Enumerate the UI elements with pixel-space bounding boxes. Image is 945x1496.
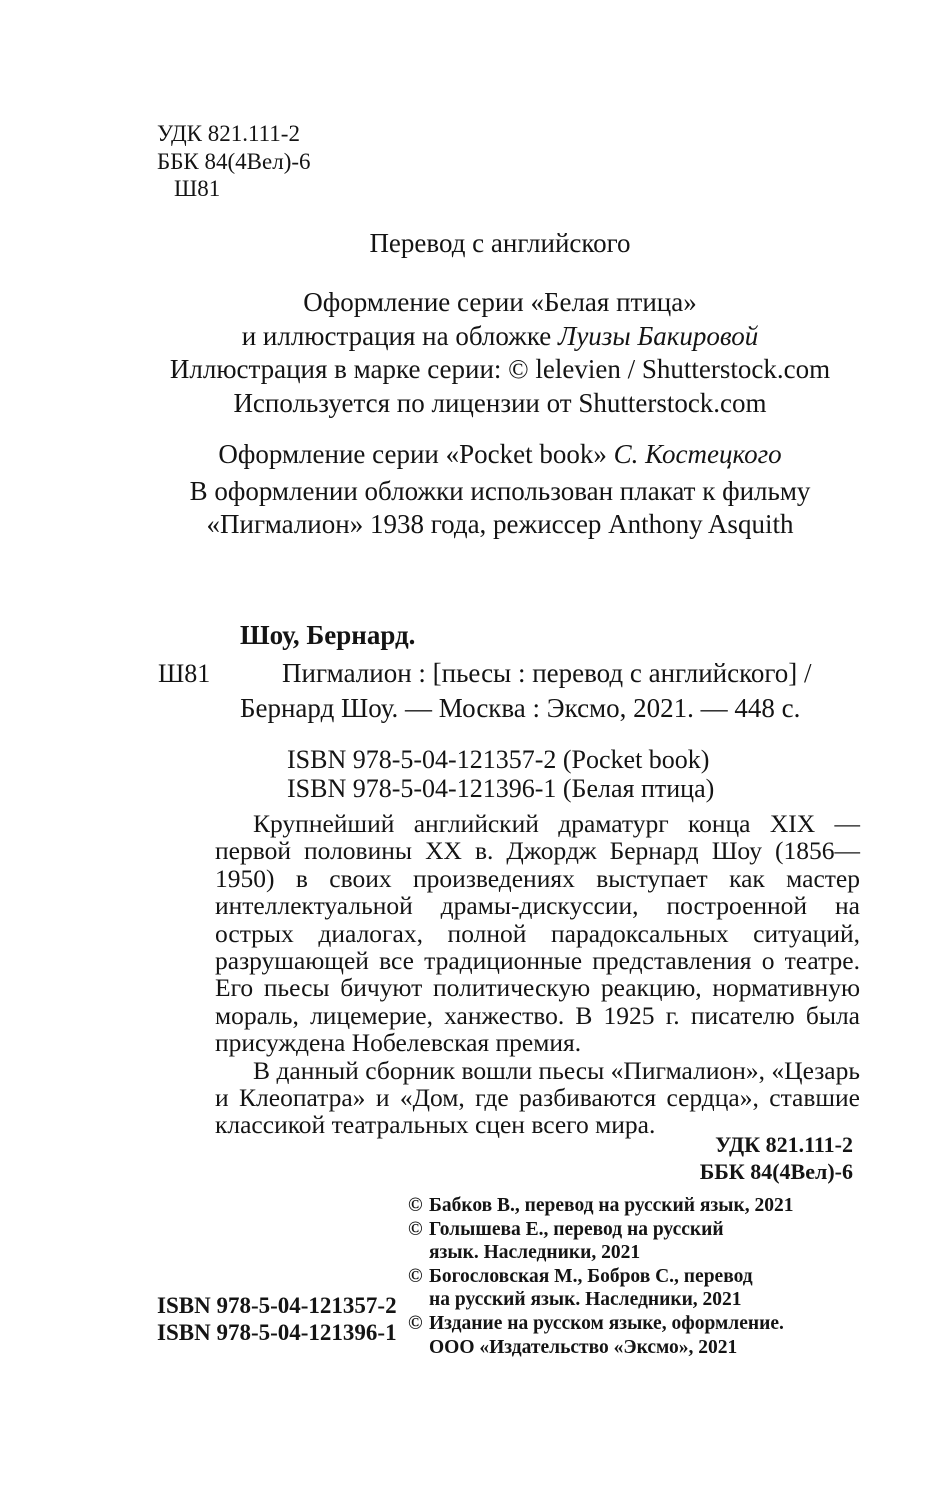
copyright-line <box>408 1312 863 1336</box>
isbn-bottom-block <box>157 1293 397 1346</box>
udk-number: УДК 821.111-2 <box>157 121 300 146</box>
copyright-text: Богословская М., Бобров С., перевод <box>429 1265 753 1287</box>
pocket-series-design-line <box>55 438 945 471</box>
copyright-item <box>408 1265 863 1312</box>
bbk-number-bottom: ББК 84(4Вел)-6 <box>699 1158 853 1184</box>
series-design-line: Оформление серии «Белая птица» <box>303 287 697 317</box>
catalog-author: Шоу, Бернард. <box>240 620 416 650</box>
illustrator-name: Луизы Бакировой <box>558 320 759 351</box>
author-sign: Ш81 <box>174 176 221 201</box>
copyright-symbol: © <box>408 1218 423 1240</box>
copyright-text: Голышева Е., перевод на русский <box>429 1218 724 1240</box>
license-note-line: Используется по лицензии от Shutterstock.com <box>233 387 767 418</box>
catalog-title-line1: Пигмалион : [пьесы : перевод с английского] / <box>282 658 812 688</box>
copyright-item <box>408 1312 863 1359</box>
copyright-text: Издание на русском языке, оформление. <box>429 1312 784 1334</box>
copyright-symbol: © <box>408 1195 423 1216</box>
classification-block-bottom <box>700 1132 853 1185</box>
annotation-paragraph-2: В данный сборник вошли пьесы «Пигмалион», «Цезарь и Клеопатра» и «Дом, где разбиваются сердца», ставшие классикой театральных сцен всего мира. <box>215 1055 860 1140</box>
annotation-paragraph-1: Крупнейший английский драматург конца XIX — первой половины XX в. Джордж Бернард Шоу (1856—1950) в своих произведениях выступает как мастер интеллектуальной драмы-дискуссии, построенной на острых диалогах, полной парадоксальных ситуаций, разрушающей все традиционные представления о театре. Его пьесы бичуют политическую реакцию, нормативную мораль, лицемерие, ханжество. В 1925 г. писателю была присуждена Нобелевская премия. <box>215 809 860 1058</box>
copyright-line <box>408 1218 863 1242</box>
copyright-text: Бабков В., перевод на русский язык, 2021 <box>429 1195 794 1216</box>
pocket-series-design-text: Оформление серии «Pocket book» <box>218 439 614 469</box>
cover-illustration-line <box>55 320 945 354</box>
translation-note: Перевод с английского <box>369 228 631 258</box>
isbn-pocket-book: ISBN 978-5-04-121357-2 (Pocket book) <box>287 745 710 774</box>
catalog-title-line2: Бернард Шоу. — Москва : Эксмо, 2021. — 448 с. <box>240 693 801 723</box>
copyright-symbol: © <box>408 1312 423 1334</box>
poster-credit-line1: В оформлении обложки использован плакат к фильму <box>189 476 811 506</box>
copyright-text-continuation: язык. Наследники, 2021 <box>429 1242 641 1264</box>
copyright-line <box>408 1265 863 1289</box>
copyright-symbol: © <box>408 1265 423 1287</box>
bbk-number: ББК 84(4Вел)-6 <box>157 148 311 174</box>
copyright-item <box>408 1218 863 1265</box>
catalog-author-sign: Ш81 <box>158 659 211 688</box>
isbn-card-block <box>287 745 714 803</box>
series-mark-credit-line: Иллюстрация в марке серии: © lelevien / Shutterstock.com <box>169 354 831 384</box>
isbn-bottom-2: ISBN 978-5-04-121396-1 <box>157 1319 397 1345</box>
classification-block-top <box>157 120 311 203</box>
copyright-list <box>408 1194 863 1359</box>
designer-name: С. Костецкого <box>613 439 782 469</box>
copyright-line <box>408 1194 863 1218</box>
isbn-belaya-ptitsa: ISBN 978-5-04-121396-1 (Белая птица) <box>287 774 715 803</box>
cover-design-credits <box>55 438 945 541</box>
copyright-item <box>408 1194 863 1218</box>
udk-number-bottom: УДК 821.111-2 <box>715 1132 853 1157</box>
isbn-bottom-1: ISBN 978-5-04-121357-2 <box>157 1293 397 1318</box>
series-design-credits <box>55 286 945 420</box>
copyright-text-continuation: на русский язык. Наследники, 2021 <box>429 1289 742 1311</box>
poster-credit-line2: «Пигмалион» 1938 года, режиссер Anthony Asquith <box>206 509 794 539</box>
copyright-text-continuation: ООО «Издательство «Эксмо», 2021 <box>429 1336 738 1358</box>
annotation-block <box>215 810 860 1139</box>
cover-illustration-text: и иллюстрация на обложке <box>241 320 559 351</box>
